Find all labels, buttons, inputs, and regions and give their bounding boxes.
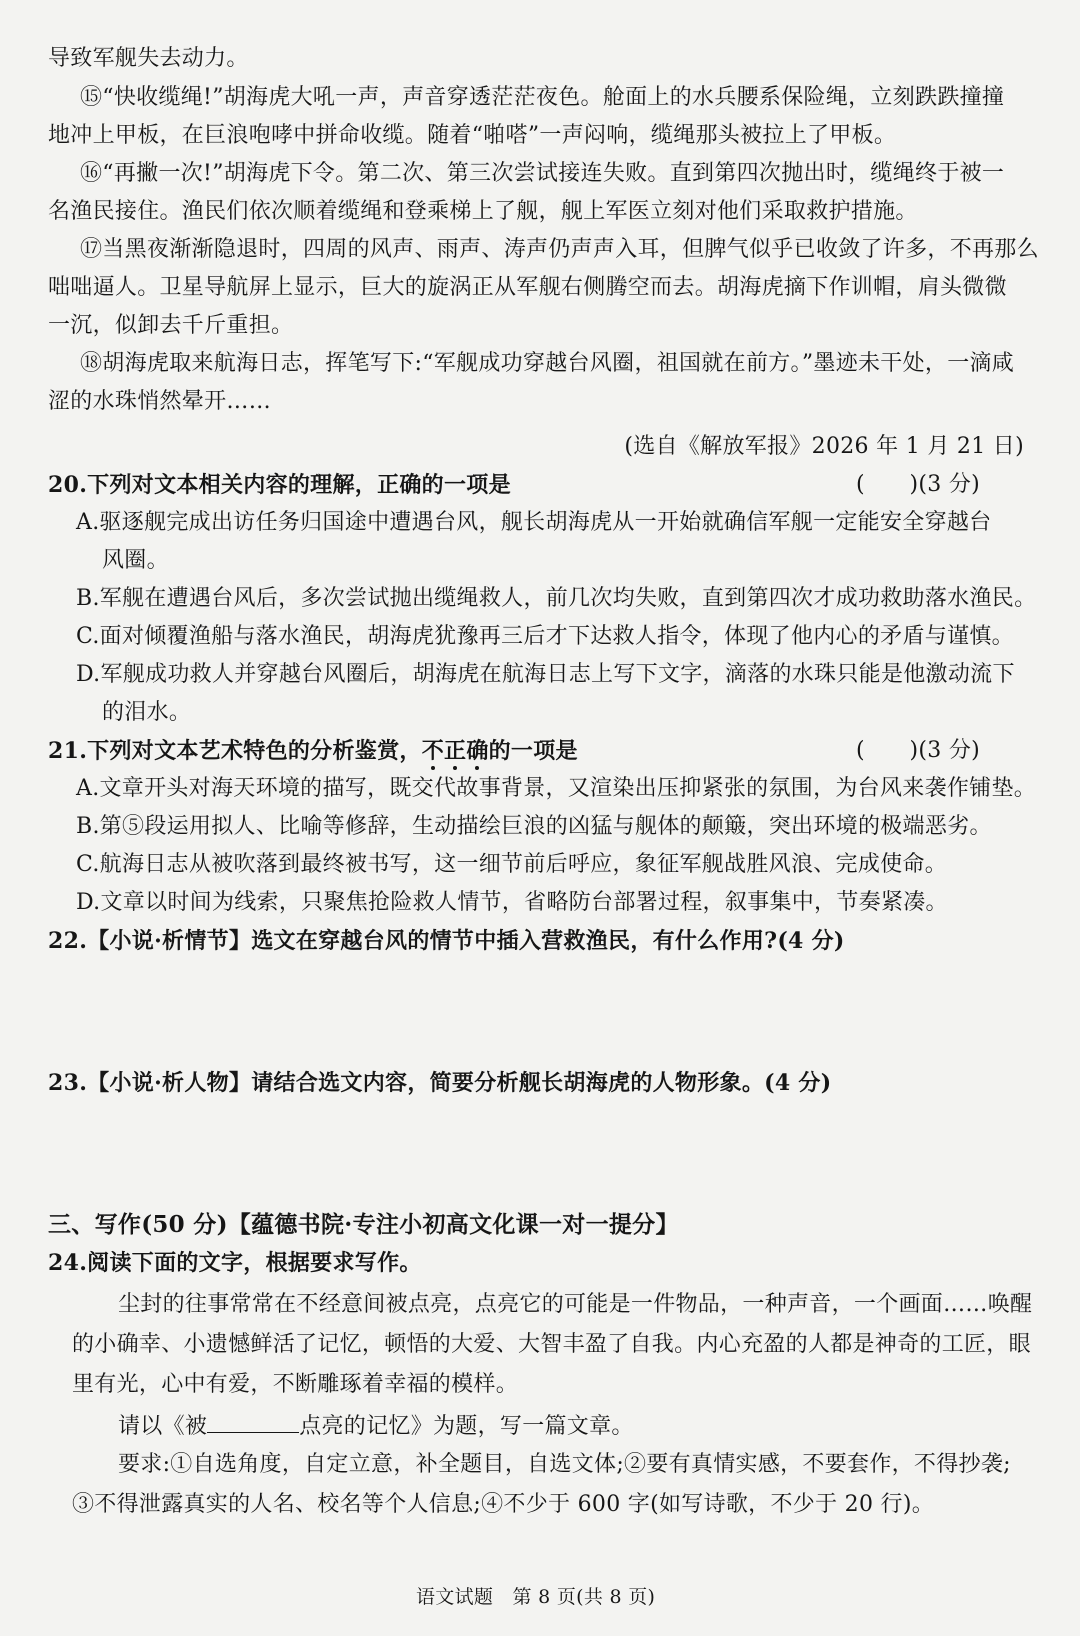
- question-24-title-prompt: [118, 1410, 634, 1442]
- paragraph-15-line-1: ⑮“快收缆绳!”胡海虎大吼一声，声音穿透茫茫夜色。舱面上的水兵腰系保险绳，立刻跌跌撞撞: [80, 85, 1005, 110]
- question-24-material-line-1: 尘封的往事常常在不经意间被点亮，点亮它的可能是一件物品，一种声音，一个画面……唤醒: [118, 1292, 1033, 1317]
- title-blank: [207, 1410, 299, 1433]
- question-20-answer-bracket: ( )(3 分): [856, 472, 981, 497]
- question-24-stem: 24.阅读下面的文字，根据要求写作。: [48, 1250, 422, 1276]
- paragraph-16-line-2: 名渔民接住。渔民们依次顺着缆绳和登乘梯上了舰，舰上军医立刻对他们采取救护措施。: [48, 199, 918, 224]
- paragraph-14-tail: 导致军舰失去动力。: [48, 46, 249, 71]
- question-21-stem-prefix: 21.下列对文本艺术特色的分析鉴赏，: [48, 738, 422, 764]
- question-24-requirements-line-2: ③不得泄露真实的人名、校名等个人信息;④不少于 600 字(如写诗歌，不少于 20 行)。: [72, 1492, 935, 1517]
- question-20-option-d-line-2: 的泪水。: [102, 700, 192, 725]
- paragraph-17-line-1: ⑰当黑夜渐渐隐退时，四周的风声、雨声、涛声仍声声入耳，但脾气似乎已收敛了许多，不再那么: [80, 237, 1039, 262]
- question-21-option-b: B.第⑤段运用拟人、比喻等修辞，生动描绘巨浪的凶猛与舰体的颠簸，突出环境的极端恶劣。: [76, 814, 992, 839]
- question-21-option-a: A.文章开头对海天环境的描写，既交代故事背景，又渲染出压抑紧张的氛围，为台风来袭作铺垫。: [76, 776, 1037, 801]
- question-21-answer-bracket: ( )(3 分): [856, 738, 981, 763]
- question-20-option-c: C.面对倾覆渔船与落水渔民，胡海虎犹豫再三后才下达救人指令，体现了他内心的矛盾与谨慎。: [76, 624, 1014, 649]
- question-20-option-a-line-2: 风圈。: [102, 548, 169, 573]
- question-22: 22.【小说·析情节】选文在穿越台风的情节中插入营救渔民，有什么作用?(4 分): [48, 928, 845, 954]
- emphasis-dot-char: 确: [466, 738, 489, 764]
- paragraph-18-line-2: 涩的水珠悄然晕开……: [48, 389, 272, 414]
- question-21-stem: [48, 736, 578, 766]
- paragraph-15-line-2: 地冲上甲板，在巨浪咆哮中拼命收缆。随着“啪嗒”一声闷响，缆绳那头被拉上了甲板。: [48, 123, 897, 148]
- question-23: 23.【小说·析人物】请结合选文内容，简要分析舰长胡海虎的人物形象。(4 分): [48, 1070, 832, 1096]
- question-20-option-d-line-1: D.军舰成功救人并穿越台风圈后，胡海虎在航海日志上写下文字，滴落的水珠只能是他激动流下: [76, 662, 1015, 687]
- question-24-material-line-3: 里有光，心中有爱，不断雕琢着幸福的模样。: [72, 1372, 519, 1397]
- question-20-option-a-line-1: A.驱逐舰完成出访任务归国途中遭遇台风，舰长胡海虎从一开始就确信军舰一定能安全穿越台: [76, 510, 992, 535]
- paragraph-17-line-2: 咄咄逼人。卫星导航屏上显示，巨大的旋涡正从军舰右侧腾空而去。胡海虎摘下作训帽，肩头微微: [48, 275, 1007, 300]
- question-20-stem: 20.下列对文本相关内容的理解，正确的一项是: [48, 472, 511, 498]
- passage-source: (选自《解放军报》2026 年 1 月 21 日): [624, 434, 1024, 459]
- paragraph-16-line-1: ⑯“再撇一次!”胡海虎下令。第二次、第三次尝试接连失败。直到第四次抛出时，缆绳终于被一: [80, 161, 1005, 186]
- page-footer: 语文试题 第 8 页(共 8 页): [416, 1586, 656, 1608]
- question-20-option-b: B.军舰在遭遇台风后，多次尝试抛出缆绳救人，前几次均失败，直到第四次才成功救助落水渔民。: [76, 586, 1037, 611]
- question-21-stem-suffix: 的一项是: [488, 738, 578, 764]
- emphasis-dot-char: 正: [444, 738, 467, 764]
- question-21-option-d: D.文章以时间为线索，只聚焦抢险救人情节，省略防台部署过程，叙事集中，节奏紧凑。: [76, 890, 948, 915]
- question-24-material-line-2: 的小确幸、小遗憾鲜活了记忆，顿悟的大爱、大智丰盈了自我。内心充盈的人都是神奇的工匠，眼: [72, 1332, 1031, 1357]
- emphasis-dot-char: 不: [421, 738, 444, 764]
- question-21-option-c: C.航海日志从被吹落到最终被书写，这一细节前后呼应，象征军舰战胜风浪、完成使命。: [76, 852, 948, 877]
- paragraph-17-line-3: 一沉，似卸去千斤重担。: [48, 313, 294, 338]
- section-3-title: 三、写作(50 分)【蕴德书院·专注小初高文化课一对一提分】: [48, 1211, 679, 1238]
- question-24-requirements-line-1: 要求:①自选角度，自定立意，补全题目，自选文体;②要有真情实感，不要套作，不得抄袭;: [118, 1452, 1011, 1477]
- paragraph-18-line-1: ⑱胡海虎取来航海日志，挥笔写下:“军舰成功穿越台风圈，祖国就在前方。”墨迹未干处，一滴咸: [80, 351, 1015, 376]
- title-prompt-suffix: 点亮的记忆》为题，写一篇文章。: [299, 1414, 634, 1439]
- title-prompt-prefix: 请以《被: [118, 1414, 208, 1439]
